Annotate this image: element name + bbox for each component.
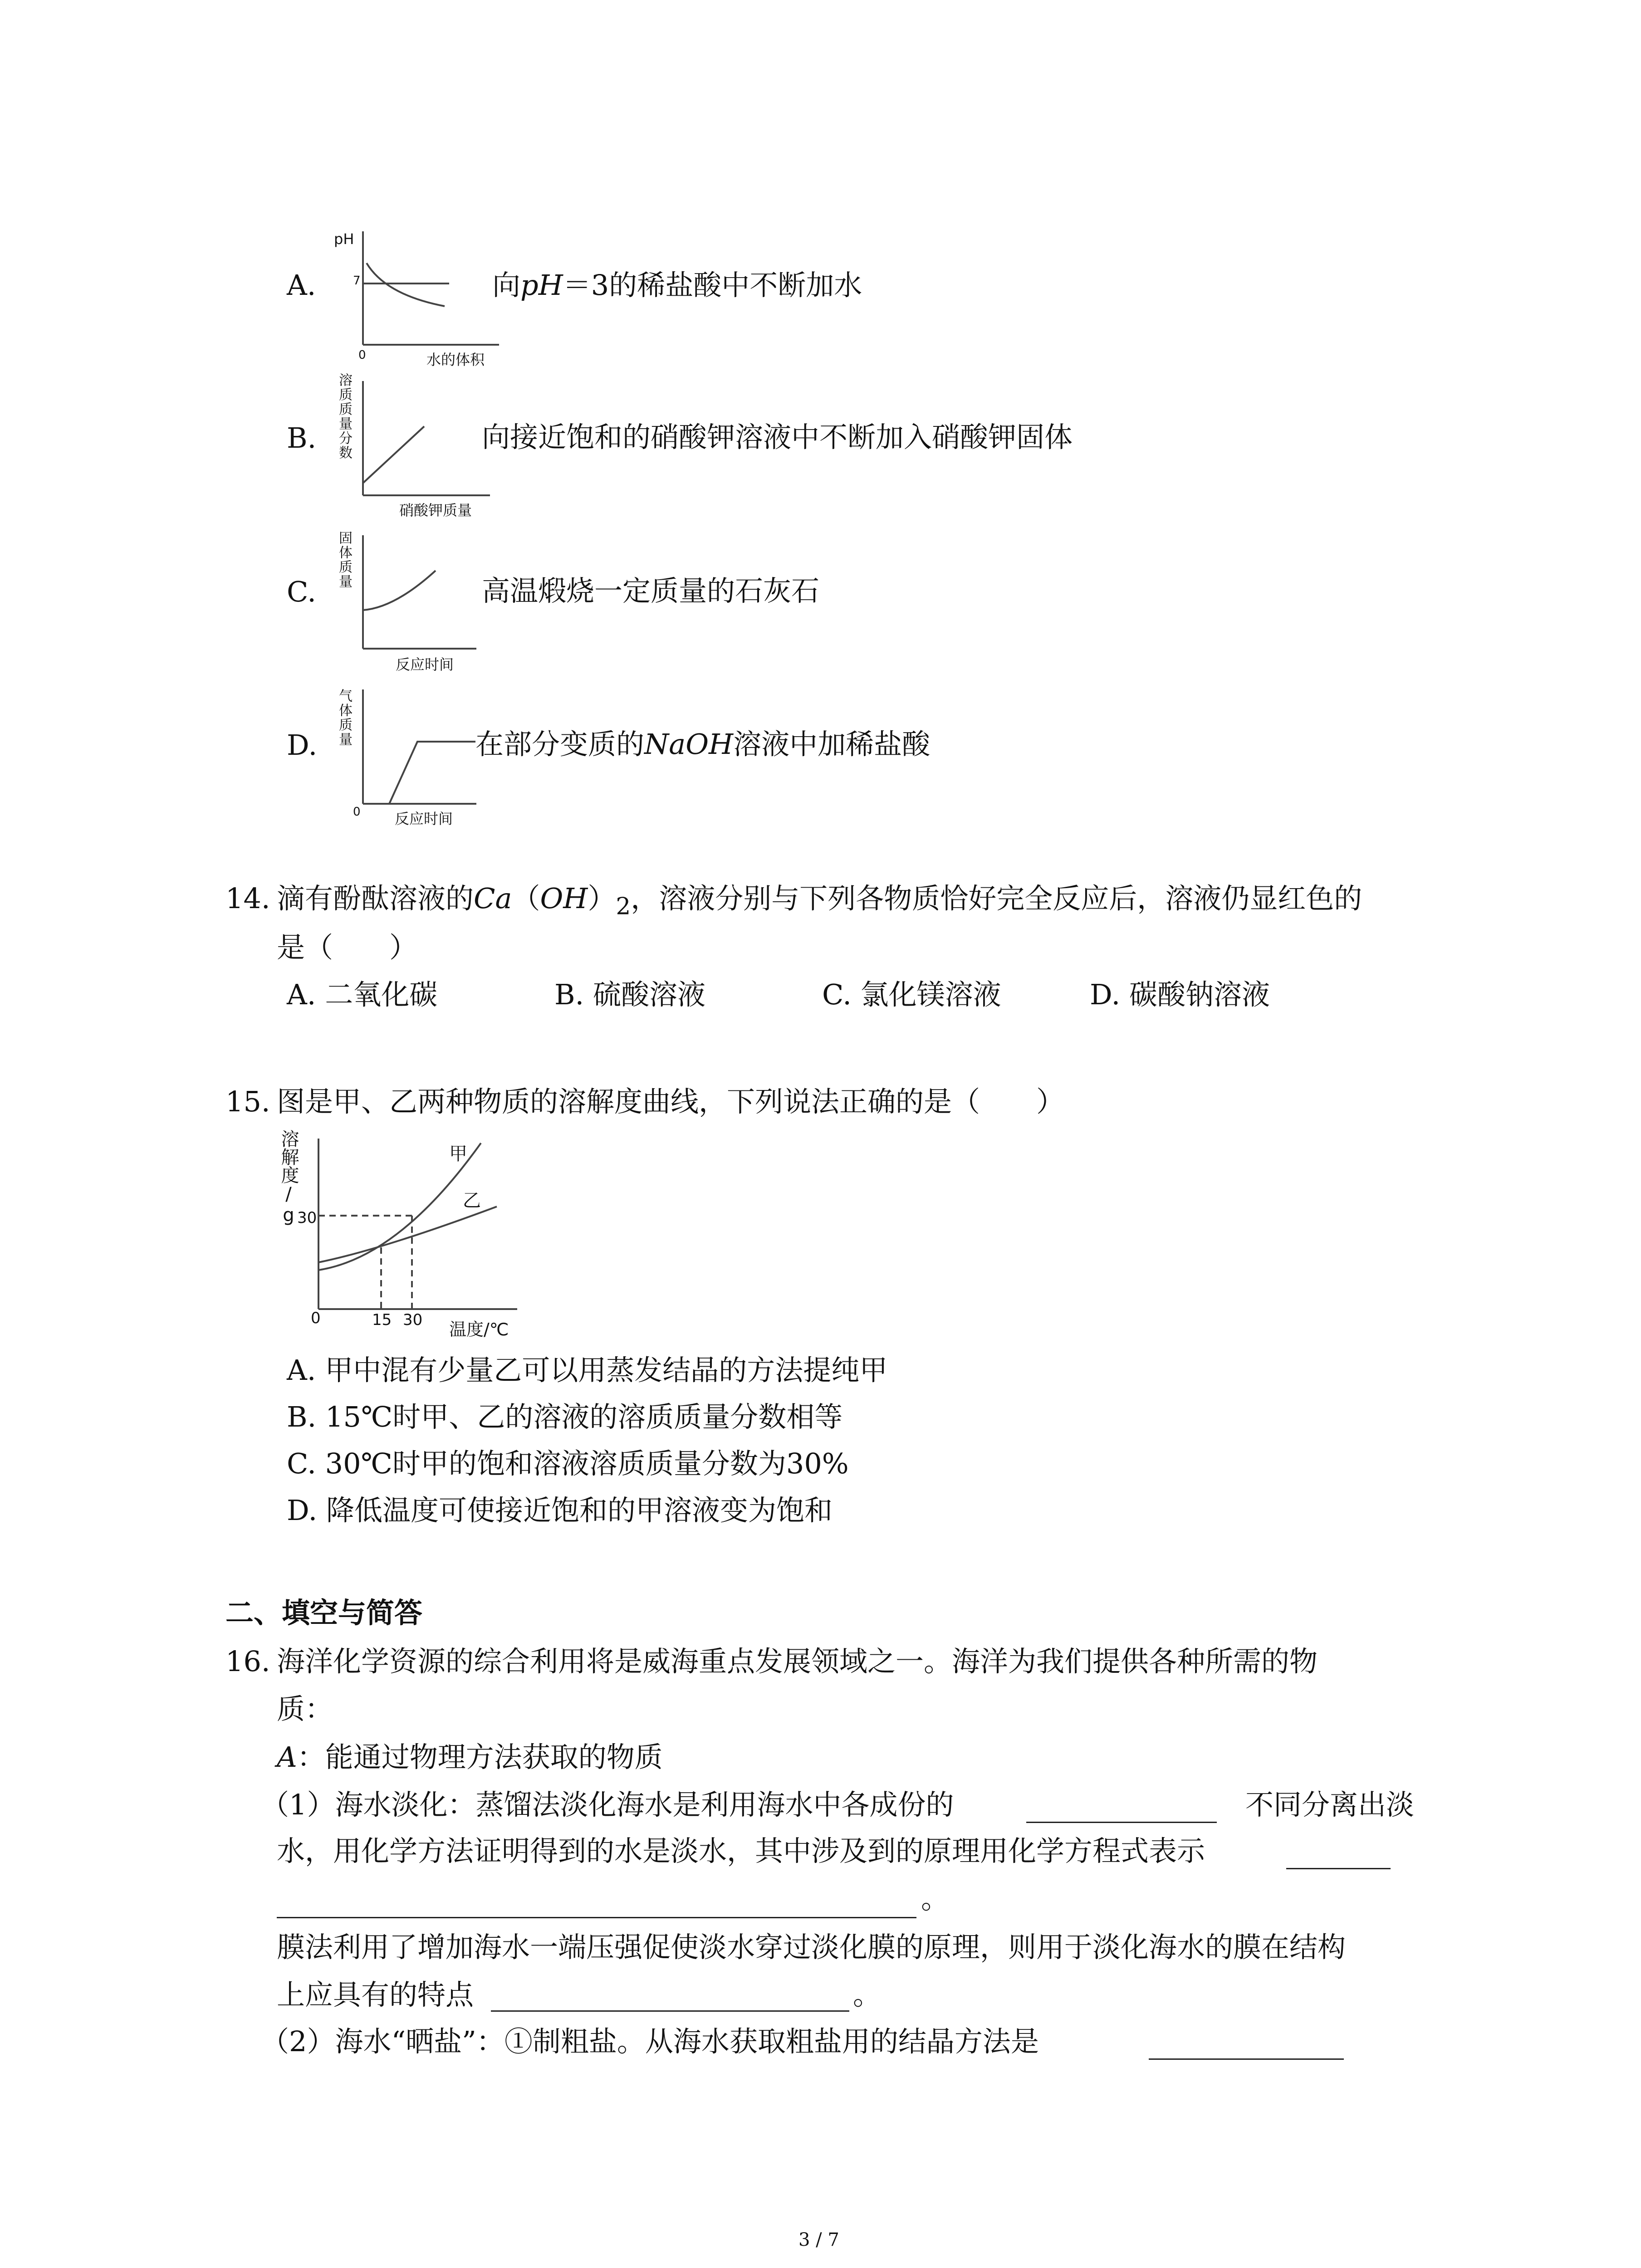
q13-d-curve <box>389 742 475 804</box>
q13-a-chart <box>358 227 504 349</box>
q13-a-curve <box>367 263 445 306</box>
q15-ytick-30: 30 <box>297 1209 317 1227</box>
q13-c-ylabel: 固体质量 <box>336 531 352 589</box>
q15-option-c: C. 30℃时甲的饱和溶液溶质质量分数为30% <box>287 1447 849 1480</box>
q15-xtick-30: 30 <box>403 1311 423 1329</box>
q16-blank-crystallization[interactable] <box>1149 2058 1344 2060</box>
q14-number: 14. <box>225 882 270 915</box>
q16-line1: 海洋化学资源的综合利用将是威海重点发展领域之一。海洋为我们提供各种所需的物 <box>277 1645 1318 1678</box>
q16-line8-end: 。 <box>853 1978 882 2011</box>
q14-option-a: A. 二氧化碳 <box>287 978 438 1011</box>
q15-series-yi-label: 乙 <box>463 1190 481 1211</box>
q13-c-chart <box>358 531 481 653</box>
q13-option-d-letter: D. <box>287 728 318 762</box>
q13-d-chart <box>358 685 481 807</box>
q13-b-chart <box>358 376 495 499</box>
q16-line4b: 不同分离出淡 <box>1245 1788 1415 1821</box>
q16-line3: A：能通过物理方法获取的物质 <box>277 1740 663 1774</box>
q16-line8: 上应具有的特点 <box>277 1978 474 2011</box>
q16-line7: 膜法利用了增加海水一端压强促使淡水穿过淡化膜的原理，则用于淡化海水的膜在结构 <box>277 1931 1346 1964</box>
q15-solubility-chart <box>313 1134 522 1315</box>
q15-curve-jia <box>318 1143 481 1270</box>
q15-option-b: B. 15℃时甲、乙的溶液的溶质质量分数相等 <box>287 1400 843 1433</box>
q13-d-xlabel: 反应时间 <box>395 810 453 827</box>
q14-stem-line1: 滴有酚酞溶液的$Ca(OH)_2$，溶液分别与下列各物质恰好完全反应后，溶液仍显红色的 <box>277 882 1362 920</box>
q13-option-c-text: 高温煅烧一定质量的石灰石 <box>482 574 820 607</box>
q16-line4a: （1）海水淡化：蒸馏法淡化海水是利用海水中各成份的 <box>261 1788 954 1821</box>
q15-xtick-15: 15 <box>372 1311 392 1329</box>
q13-a-ytick: 7 <box>353 274 361 288</box>
q13-a-origin: 0 <box>358 348 366 362</box>
q15-number: 15. <box>225 1085 270 1118</box>
q15-series-jia-label: 甲 <box>449 1144 467 1164</box>
q15-stem: 图是甲、乙两种物质的溶解度曲线，下列说法正确的是（ ） <box>277 1085 1065 1118</box>
q14-stem-line2: 是（ ） <box>277 931 418 964</box>
q15-option-d: D. 降低温度可使接近饱和的甲溶液变为饱和 <box>287 1494 833 1527</box>
q13-d-ylabel: 气体质量 <box>336 689 352 747</box>
q14-option-c: C. 氯化镁溶液 <box>822 978 1001 1011</box>
q16-blank-equation-a[interactable] <box>1286 1868 1391 1869</box>
q13-b-curve <box>363 426 424 483</box>
q16-line5: 水，用化学方法证明得到的水是淡水，其中涉及到的原理用化学方程式表示 <box>277 1834 1205 1867</box>
q16-line6-end: 。 <box>921 1882 950 1915</box>
q15-origin: 0 <box>311 1309 321 1327</box>
q13-option-a-letter: A. <box>287 269 316 302</box>
q13-option-b-letter: B. <box>287 421 317 455</box>
q13-b-xlabel: 硝酸钾质量 <box>399 502 472 519</box>
q15-xlabel: 温度/℃ <box>449 1320 509 1339</box>
q13-d-origin: 0 <box>353 805 361 819</box>
q15-option-a: A. 甲中混有少量乙可以用蒸发结晶的方法提纯甲 <box>287 1354 888 1387</box>
q13-option-c-letter: C. <box>287 575 316 608</box>
q16-blank-property[interactable] <box>1026 1822 1217 1823</box>
q13-a-ylabel: pH <box>334 230 354 248</box>
q16-blank-membrane[interactable] <box>491 2010 849 2012</box>
q13-option-d-text: 在部分变质的NaOH溶液中加稀盐酸 <box>475 728 931 761</box>
q14-option-d: D. 碳酸钠溶液 <box>1090 978 1270 1011</box>
q16-number: 16. <box>225 1645 270 1678</box>
q13-c-xlabel: 反应时间 <box>396 656 454 673</box>
q16-line9: （2）海水“晒盐”：①制粗盐。从海水获取粗盐用的结晶方法是 <box>261 2025 1039 2058</box>
page-number: 3 / 7 <box>798 2229 839 2250</box>
q16-line2: 质： <box>277 1692 333 1725</box>
q13-option-a-text: 向pH＝3的稀盐酸中不断加水 <box>492 269 862 302</box>
q16-blank-equation-b[interactable] <box>277 1917 916 1918</box>
section-2-title: 二、填空与简答 <box>225 1596 423 1629</box>
q13-a-xlabel: 水的体积 <box>426 351 485 368</box>
q15-ylabel: 溶解度/g <box>278 1129 299 1226</box>
q14-option-b: B. 硫酸溶液 <box>554 978 706 1011</box>
q13-option-b-text: 向接近饱和的硝酸钾溶液中不断加入硝酸钾固体 <box>482 420 1073 454</box>
q13-c-curve <box>363 571 436 610</box>
q13-b-ylabel: 溶质质量分数 <box>336 373 352 460</box>
